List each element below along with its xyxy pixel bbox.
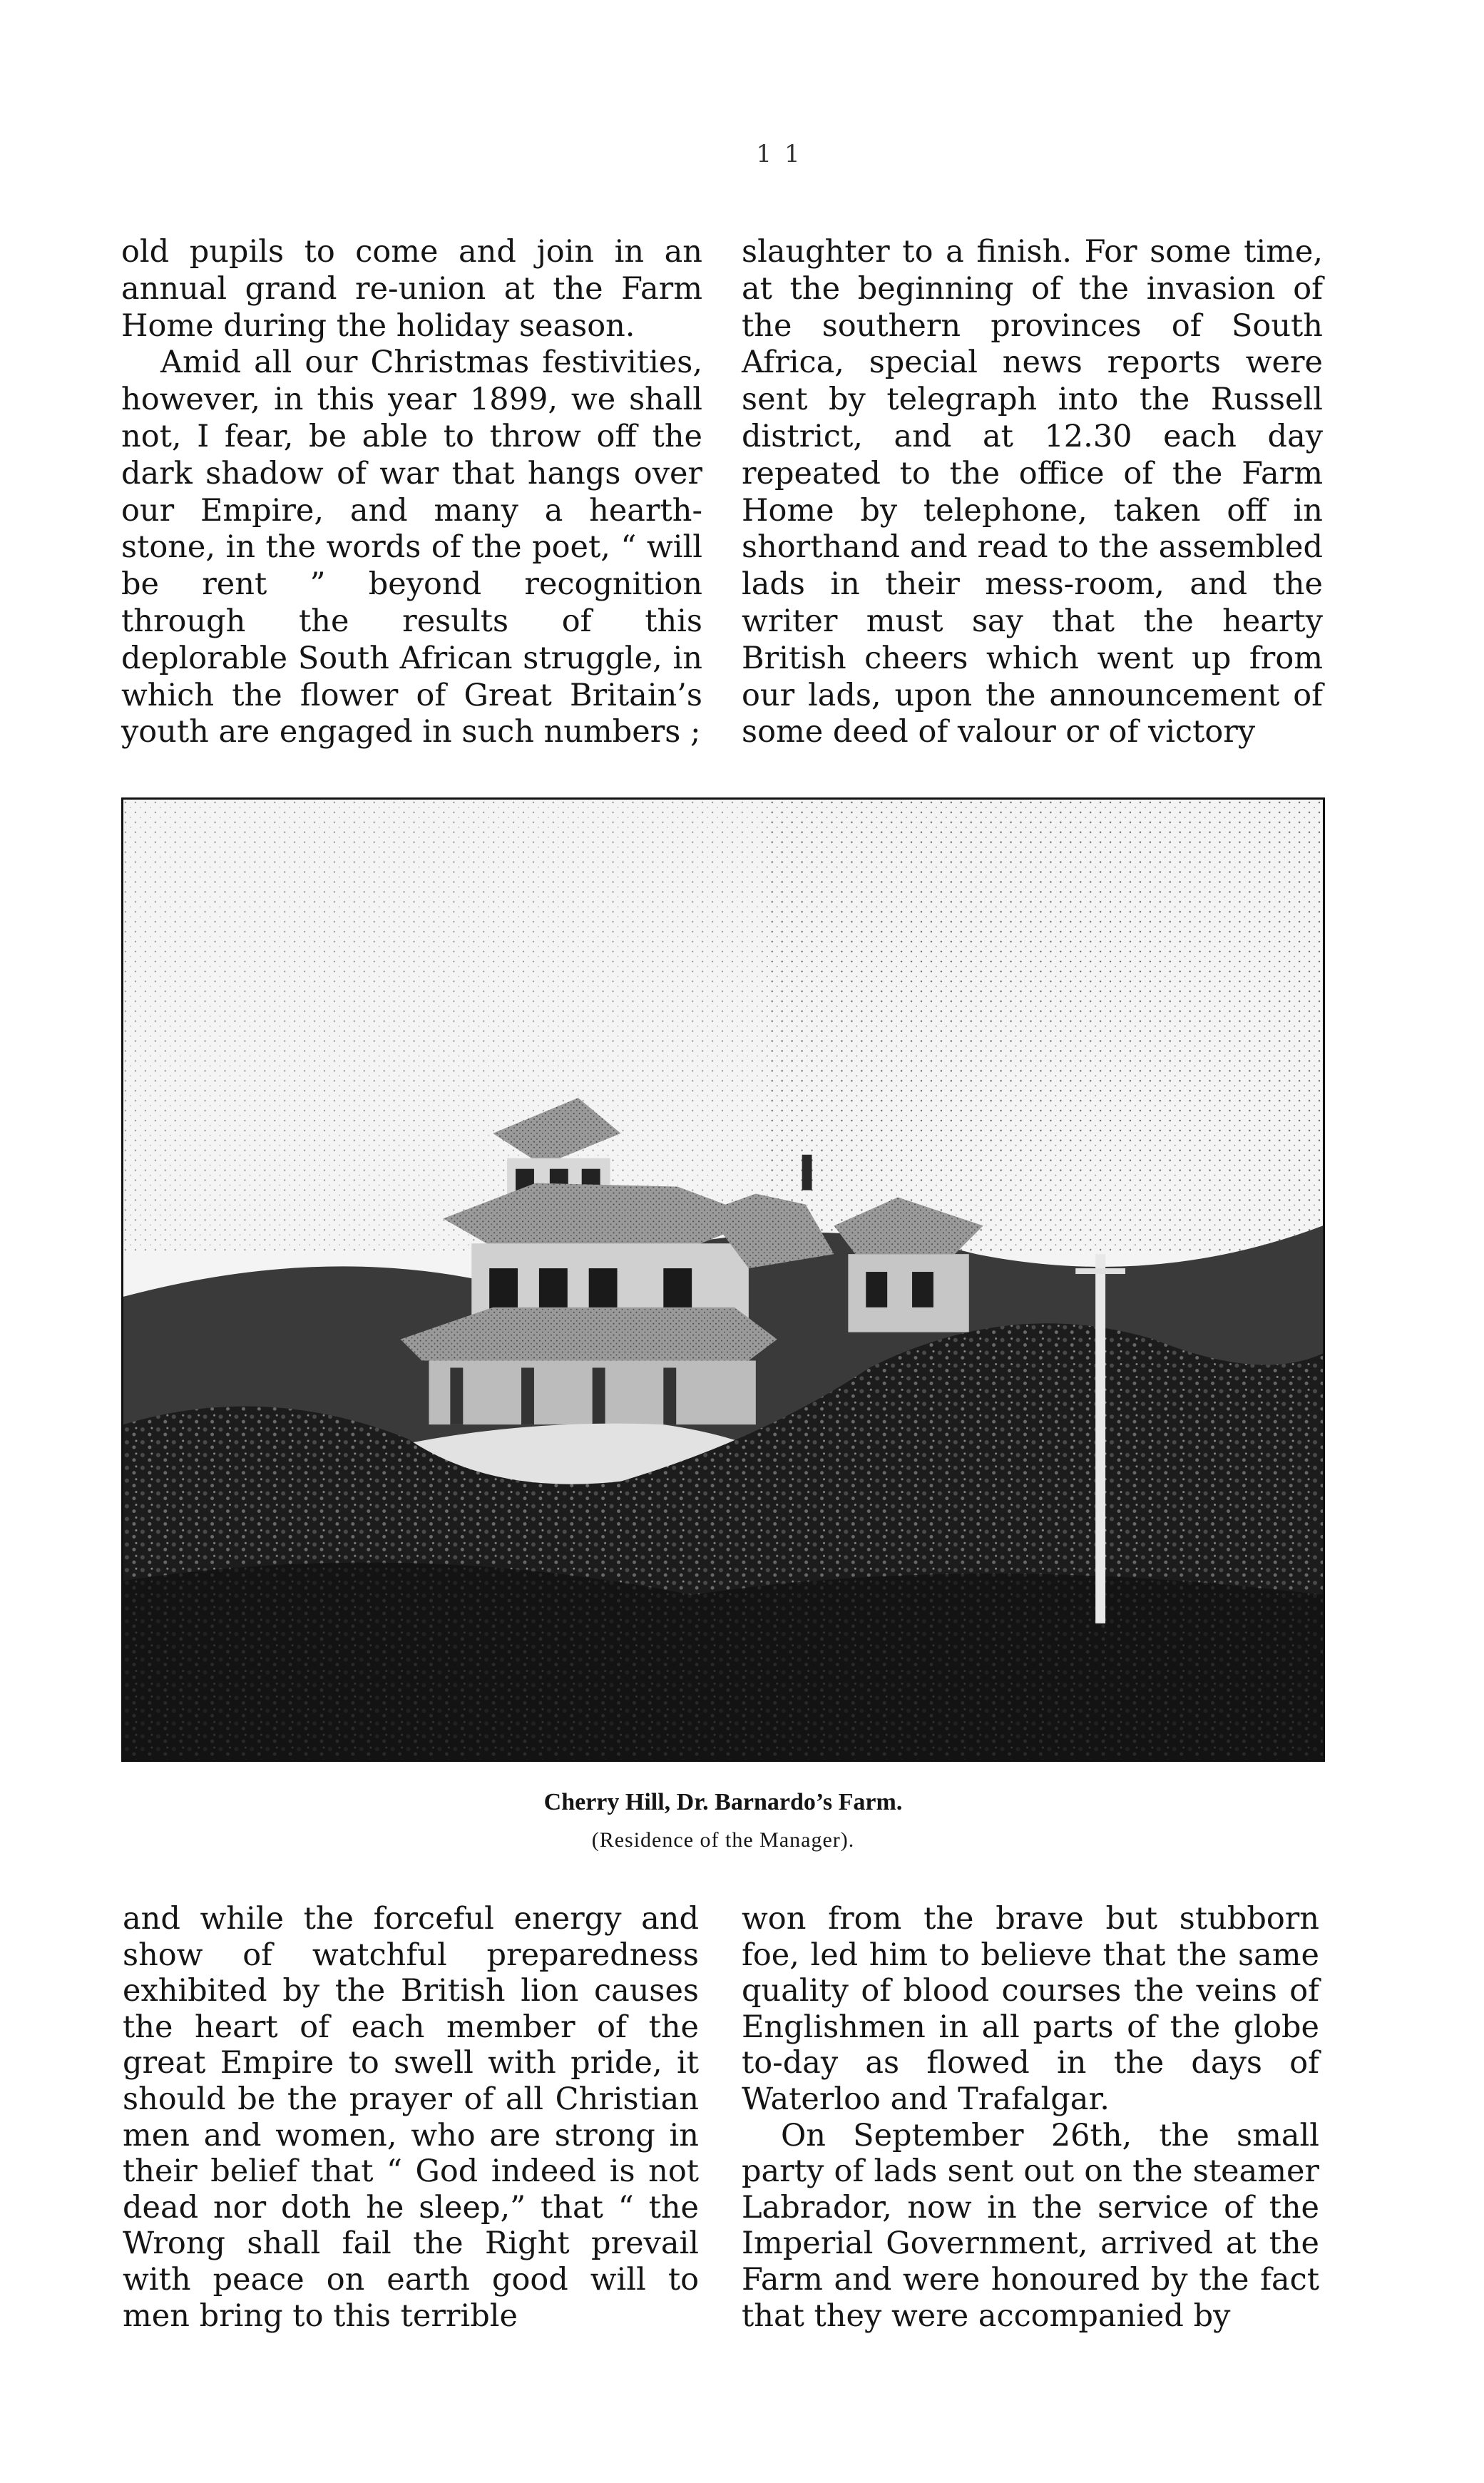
column-top-right <box>742 234 1323 751</box>
column-top-left <box>121 234 702 751</box>
paragraph: On September 26th, the small party of lads sent out on the steamer Labrador, now in the service of the Imperial Government, arrived at the Farm and were honoured by the fact that they were accompanied by <box>742 2117 1319 2334</box>
paragraph: Amid all our Christmas festivities, however, in this year 1899, we shall not, I fear, be able to throw off the dark shadow of war that hangs over our Empire, and many a hearth-stone, in the words of the poet, “ will be rent ” beyond recognition through the results of this deplorable South African struggle, in which the flower of Great Britain’s youth are engaged in such numbers ; <box>121 345 702 750</box>
farmhouse-photograph <box>121 797 1325 1762</box>
paragraph: slaughter to a finish. For some time, at the beginning of the invasion of the southern provinces of South Africa, special news reports were sent by telegraph into the Russell district, and at 12.30 each day repeated to the office of the Farm Home by telephone, taken off in shorthand and read to the assembled lads in their mess-room, and the writer must say that the hearty British cheers which went up from our lads, upon the announcement of some deed of valour or of victory <box>742 234 1323 750</box>
column-bottom-right <box>742 1901 1319 2334</box>
paragraph: won from the brave but stubborn foe, led him to believe that the same quality of blood courses the veins of Englishmen in all parts of the globe to-day as flowed in the days of Waterloo and Trafalgar. <box>742 1901 1319 2117</box>
paragraph: old pupils to come and join in an annual grand re-union at the Farm Home during the holiday season. <box>121 234 702 344</box>
paragraph: and while the forceful energy and show of watchful preparedness exhibited by the British lion causes the heart of each member of the great Empire to swell with pride, it should be the prayer of all Christian men and women, who are strong in their belief that “ God indeed is not dead nor doth he sleep,” that “ the Wrong shall fail the Right prevail with peace on earth good will to men bring to this terrible <box>123 1901 699 2334</box>
figure-caption-title: Cherry Hill, Dr. Barnardo’s Farm. <box>543 1789 903 1815</box>
figure-caption-subtitle: (Residence of the Manager). <box>591 1828 855 1852</box>
column-bottom-left <box>123 1901 699 2334</box>
page-number: 11 <box>756 140 813 168</box>
